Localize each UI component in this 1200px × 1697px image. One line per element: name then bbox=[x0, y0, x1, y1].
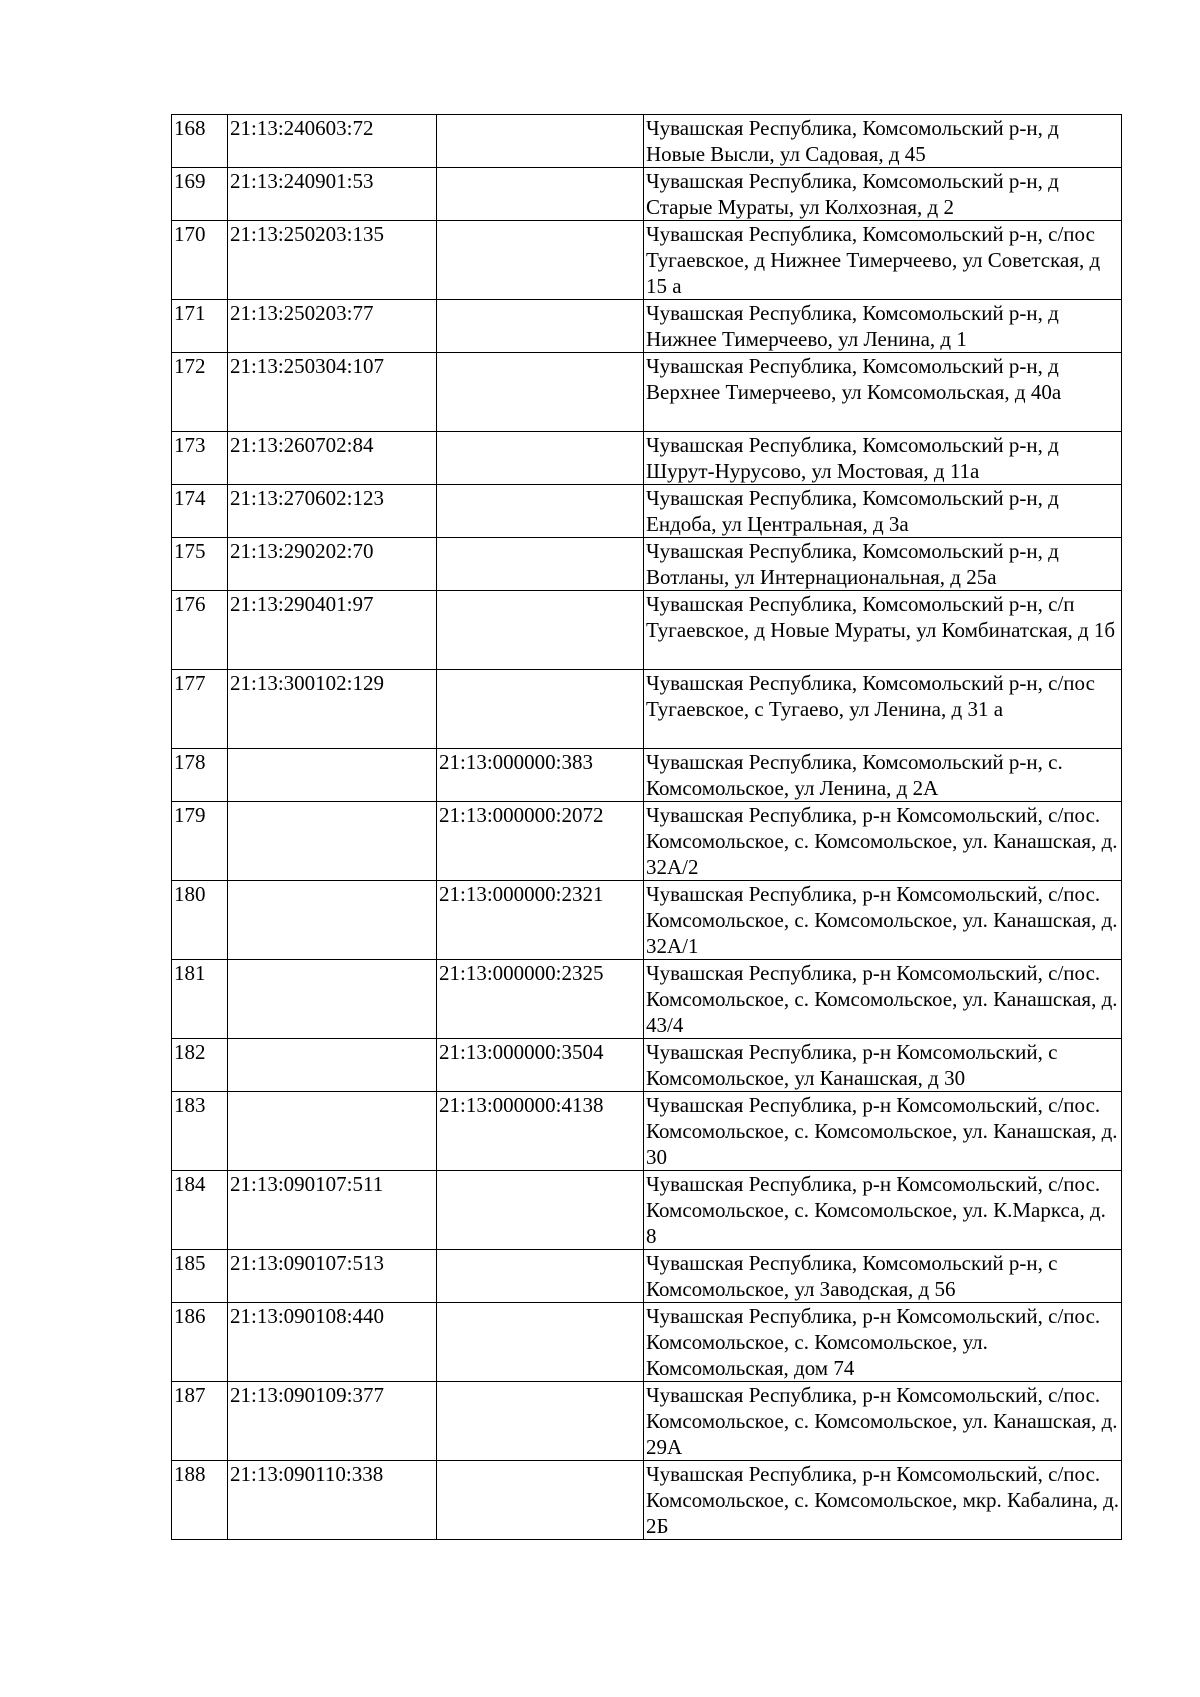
row-number: 177 bbox=[172, 670, 228, 749]
cadastral-number: 21:13:090109:377 bbox=[228, 1382, 437, 1461]
other-cadastral-number bbox=[437, 1461, 644, 1540]
row-number: 180 bbox=[172, 881, 228, 960]
row-number: 183 bbox=[172, 1092, 228, 1171]
other-cadastral-number bbox=[437, 432, 644, 485]
cadastral-number: 21:13:270602:123 bbox=[228, 485, 437, 538]
address: Чувашская Республика, р-н Комсомольский, с Комсомольское, ул Канашская, д 30 bbox=[644, 1039, 1122, 1092]
table-row bbox=[172, 749, 1122, 802]
other-cadastral-number: 21:13:000000:4138 bbox=[437, 1092, 644, 1171]
other-cadastral-number bbox=[437, 115, 644, 168]
address: Чувашская Республика, р-н Комсомольский, с/пос. Комсомольское, с. Комсомольское, ул. Комсомольская, дом 74 bbox=[644, 1303, 1122, 1382]
address: Чувашская Республика, р-н Комсомольский, с/пос. Комсомольское, с. Комсомольское, ул. Канашская, д. 32А/2 bbox=[644, 802, 1122, 881]
other-cadastral-number bbox=[437, 1303, 644, 1382]
table-row bbox=[172, 1303, 1122, 1382]
row-number: 170 bbox=[172, 221, 228, 300]
row-number: 187 bbox=[172, 1382, 228, 1461]
table-row bbox=[172, 802, 1122, 881]
other-cadastral-number bbox=[437, 1171, 644, 1250]
other-cadastral-number: 21:13:000000:2325 bbox=[437, 960, 644, 1039]
cadastral-number: 21:13:090107:513 bbox=[228, 1250, 437, 1303]
table-row bbox=[172, 960, 1122, 1039]
property-table bbox=[171, 114, 1122, 1540]
row-number: 173 bbox=[172, 432, 228, 485]
other-cadastral-number bbox=[437, 538, 644, 591]
other-cadastral-number: 21:13:000000:3504 bbox=[437, 1039, 644, 1092]
cadastral-number bbox=[228, 802, 437, 881]
row-number: 188 bbox=[172, 1461, 228, 1540]
other-cadastral-number bbox=[437, 221, 644, 300]
table-row bbox=[172, 485, 1122, 538]
table-row bbox=[172, 221, 1122, 300]
row-number: 175 bbox=[172, 538, 228, 591]
table-row bbox=[172, 1092, 1122, 1171]
table-row bbox=[172, 115, 1122, 168]
address: Чувашская Республика, Комсомольский р-н, с Комсомольское, ул Заводская, д 56 bbox=[644, 1250, 1122, 1303]
other-cadastral-number: 21:13:000000:2321 bbox=[437, 881, 644, 960]
row-number: 176 bbox=[172, 591, 228, 670]
address: Чувашская Республика, р-н Комсомольский, с/пос. Комсомольское, с. Комсомольское, ул. Канашская, д. 32А/1 bbox=[644, 881, 1122, 960]
row-number: 169 bbox=[172, 168, 228, 221]
other-cadastral-number bbox=[437, 353, 644, 432]
cadastral-number: 21:13:290401:97 bbox=[228, 591, 437, 670]
table-row bbox=[172, 168, 1122, 221]
address: Чувашская Республика, Комсомольский р-н, д Вотланы, ул Интернациональная, д 25а bbox=[644, 538, 1122, 591]
table-row bbox=[172, 591, 1122, 670]
row-number: 182 bbox=[172, 1039, 228, 1092]
row-number: 179 bbox=[172, 802, 228, 881]
row-number: 186 bbox=[172, 1303, 228, 1382]
table-body bbox=[172, 115, 1122, 1540]
cadastral-number: 21:13:240603:72 bbox=[228, 115, 437, 168]
table-row bbox=[172, 1250, 1122, 1303]
cadastral-number: 21:13:090107:511 bbox=[228, 1171, 437, 1250]
other-cadastral-number bbox=[437, 168, 644, 221]
other-cadastral-number bbox=[437, 670, 644, 749]
cadastral-number: 21:13:300102:129 bbox=[228, 670, 437, 749]
address: Чувашская Республика, р-н Комсомольский, с/пос. Комсомольское, с. Комсомольское, ул. Канашская, д. 30 bbox=[644, 1092, 1122, 1171]
row-number: 168 bbox=[172, 115, 228, 168]
table-row bbox=[172, 670, 1122, 749]
address: Чувашская Республика, Комсомольский р-н, с/пос Тугаевское, д Нижнее Тимерчеево, ул Советская, д 15 а bbox=[644, 221, 1122, 300]
address: Чувашская Республика, р-н Комсомольский, с/пос. Комсомольское, с. Комсомольское, ул. Канашская, д. 29А bbox=[644, 1382, 1122, 1461]
address: Чувашская Республика, Комсомольский р-н, д Нижнее Тимерчеево, ул Ленина, д 1 bbox=[644, 300, 1122, 353]
cadastral-number bbox=[228, 749, 437, 802]
row-number: 172 bbox=[172, 353, 228, 432]
address: Чувашская Республика, р-н Комсомольский, с/пос. Комсомольское, с. Комсомольское, ул. Канашская, д. 43/4 bbox=[644, 960, 1122, 1039]
cadastral-number: 21:13:090108:440 bbox=[228, 1303, 437, 1382]
other-cadastral-number bbox=[437, 591, 644, 670]
address: Чувашская Республика, Комсомольский р-н, д Верхнее Тимерчеево, ул Комсомольская, д 40а bbox=[644, 353, 1122, 432]
row-number: 174 bbox=[172, 485, 228, 538]
other-cadastral-number bbox=[437, 1382, 644, 1461]
other-cadastral-number bbox=[437, 1250, 644, 1303]
table-row bbox=[172, 881, 1122, 960]
other-cadastral-number: 21:13:000000:383 bbox=[437, 749, 644, 802]
table-row bbox=[172, 1039, 1122, 1092]
other-cadastral-number: 21:13:000000:2072 bbox=[437, 802, 644, 881]
cadastral-number: 21:13:260702:84 bbox=[228, 432, 437, 485]
cadastral-number: 21:13:250203:135 bbox=[228, 221, 437, 300]
other-cadastral-number bbox=[437, 300, 644, 353]
table-row bbox=[172, 300, 1122, 353]
address: Чувашская Республика, Комсомольский р-н, с/п Тугаевское, д Новые Мураты, ул Комбинатская, д 1б bbox=[644, 591, 1122, 670]
table-row bbox=[172, 353, 1122, 432]
cadastral-number bbox=[228, 960, 437, 1039]
other-cadastral-number bbox=[437, 485, 644, 538]
cadastral-number: 21:13:090110:338 bbox=[228, 1461, 437, 1540]
row-number: 184 bbox=[172, 1171, 228, 1250]
cadastral-number bbox=[228, 881, 437, 960]
table-row bbox=[172, 538, 1122, 591]
row-number: 171 bbox=[172, 300, 228, 353]
address: Чувашская Республика, Комсомольский р-н, с/пос Тугаевское, с Тугаево, ул Ленина, д 31 а bbox=[644, 670, 1122, 749]
row-number: 185 bbox=[172, 1250, 228, 1303]
address: Чувашская Республика, р-н Комсомольский, с/пос. Комсомольское, с. Комсомольское, мкр. Кабалина, д. 2Б bbox=[644, 1461, 1122, 1540]
cadastral-number bbox=[228, 1092, 437, 1171]
address: Чувашская Республика, Комсомольский р-н, д Ендоба, ул Центральная, д 3а bbox=[644, 485, 1122, 538]
row-number: 181 bbox=[172, 960, 228, 1039]
cadastral-number: 21:13:290202:70 bbox=[228, 538, 437, 591]
table-row bbox=[172, 1461, 1122, 1540]
cadastral-number: 21:13:250304:107 bbox=[228, 353, 437, 432]
address: Чувашская Республика, Комсомольский р-н, с. Комсомольское, ул Ленина, д 2А bbox=[644, 749, 1122, 802]
address: Чувашская Республика, Комсомольский р-н, д Шурут-Нурусово, ул Мостовая, д 11а bbox=[644, 432, 1122, 485]
cadastral-number: 21:13:250203:77 bbox=[228, 300, 437, 353]
address: Чувашская Республика, Комсомольский р-н, д Новые Высли, ул Садовая, д 45 bbox=[644, 115, 1122, 168]
table-row bbox=[172, 432, 1122, 485]
cadastral-number: 21:13:240901:53 bbox=[228, 168, 437, 221]
table-row bbox=[172, 1382, 1122, 1461]
address: Чувашская Республика, р-н Комсомольский, с/пос. Комсомольское, с. Комсомольское, ул. К.Маркса, д. 8 bbox=[644, 1171, 1122, 1250]
cadastral-number bbox=[228, 1039, 437, 1092]
table-row bbox=[172, 1171, 1122, 1250]
address: Чувашская Республика, Комсомольский р-н, д Старые Мураты, ул Колхозная, д 2 bbox=[644, 168, 1122, 221]
row-number: 178 bbox=[172, 749, 228, 802]
